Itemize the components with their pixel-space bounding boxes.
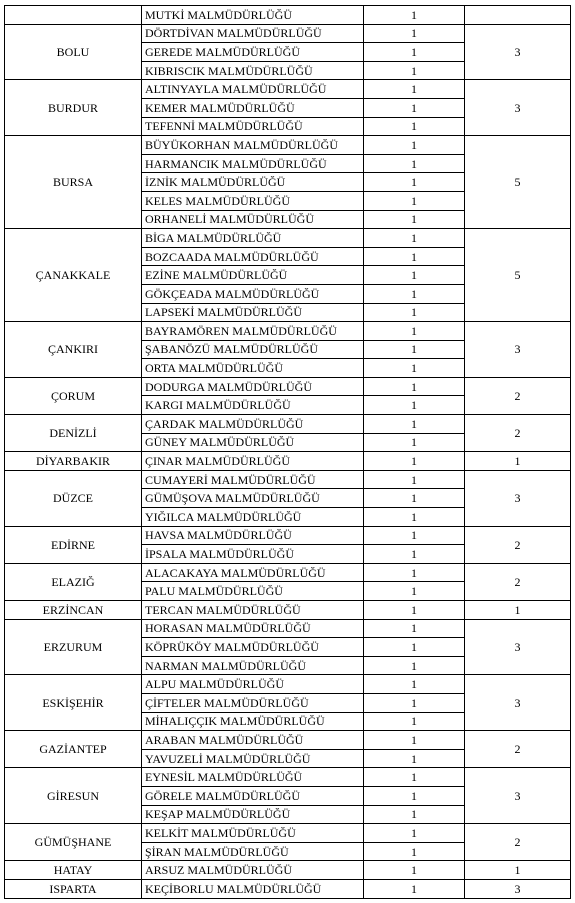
office-cell: ŞABANÖZÜ MALMÜDÜRLÜĞÜ: [142, 340, 364, 359]
office-cell: KEŞAP MALMÜDÜRLÜĞÜ: [142, 805, 364, 824]
count-cell: 1: [364, 470, 465, 489]
province-cell: GÜMÜŞHANE: [5, 824, 142, 861]
office-cell: GÖRELE MALMÜDÜRLÜĞÜ: [142, 786, 364, 805]
office-cell: DODURGA MALMÜDÜRLÜĞÜ: [142, 377, 364, 396]
office-cell: EZİNE MALMÜDÜRLÜĞÜ: [142, 266, 364, 285]
count-cell: 1: [364, 582, 465, 601]
total-cell: 2: [465, 563, 571, 600]
office-cell: HORASAN MALMÜDÜRLÜĞÜ: [142, 619, 364, 638]
count-cell: 1: [364, 508, 465, 527]
count-cell: 1: [364, 359, 465, 378]
table-row: [5, 229, 571, 248]
province-cell: BURSA: [5, 136, 142, 229]
office-cell: ALTINYAYLA MALMÜDÜRLÜĞÜ: [142, 80, 364, 99]
office-cell: ŞİRAN MALMÜDÜRLÜĞÜ: [142, 842, 364, 861]
office-cell: LAPSEKİ MALMÜDÜRLÜĞÜ: [142, 303, 364, 322]
office-cell: BAYRAMÖREN MALMÜDÜRLÜĞÜ: [142, 322, 364, 341]
office-cell: EYNESİL MALMÜDÜRLÜĞÜ: [142, 768, 364, 787]
office-cell: ORTA MALMÜDÜRLÜĞÜ: [142, 359, 364, 378]
count-cell: 1: [364, 879, 465, 898]
office-cell: GÜNEY MALMÜDÜRLÜĞÜ: [142, 433, 364, 452]
province-cell: GAZİANTEP: [5, 731, 142, 768]
count-cell: 1: [364, 526, 465, 545]
office-cell: ÇINAR MALMÜDÜRLÜĞÜ: [142, 452, 364, 471]
count-cell: 1: [364, 563, 465, 582]
office-cell: CUMAYERİ MALMÜDÜRLÜĞÜ: [142, 470, 364, 489]
office-cell: GÜMÜŞOVA MALMÜDÜRLÜĞÜ: [142, 489, 364, 508]
total-cell: 2: [465, 731, 571, 768]
count-cell: 1: [364, 377, 465, 396]
count-cell: 1: [364, 861, 465, 880]
count-cell: 1: [364, 80, 465, 99]
table-row: [5, 768, 571, 787]
province-cell: DÜZCE: [5, 470, 142, 526]
province-cell: ÇANAKKALE: [5, 229, 142, 322]
office-cell: İZNİK MALMÜDÜRLÜĞÜ: [142, 173, 364, 192]
total-cell: 1: [465, 861, 571, 880]
province-cell: ERZİNCAN: [5, 601, 142, 620]
office-cell: TERCAN MALMÜDÜRLÜĞÜ: [142, 601, 364, 620]
count-cell: 1: [364, 712, 465, 731]
office-cell: GÖKÇEADA MALMÜDÜRLÜĞÜ: [142, 284, 364, 303]
total-cell: 5: [465, 136, 571, 229]
count-cell: 1: [364, 191, 465, 210]
count-cell: 1: [364, 98, 465, 117]
office-cell: İPSALA MALMÜDÜRLÜĞÜ: [142, 545, 364, 564]
table-row: [5, 563, 571, 582]
total-cell: 3: [465, 80, 571, 136]
province-cell: BURDUR: [5, 80, 142, 136]
total-cell: 3: [465, 675, 571, 731]
count-cell: 1: [364, 117, 465, 136]
province-cell: ERZURUM: [5, 619, 142, 675]
table-row: [5, 24, 571, 43]
total-cell: 2: [465, 415, 571, 452]
province-cell: ISPARTA: [5, 879, 142, 898]
table-row: [5, 377, 571, 396]
office-cell: YIĞILCA MALMÜDÜRLÜĞÜ: [142, 508, 364, 527]
table-row: [5, 879, 571, 898]
office-cell: MUTKİ MALMÜDÜRLÜĞÜ: [142, 6, 364, 25]
table-row: [5, 619, 571, 638]
province-cell: ELAZIĞ: [5, 563, 142, 600]
total-cell: 5: [465, 229, 571, 322]
office-cell: NARMAN MALMÜDÜRLÜĞÜ: [142, 656, 364, 675]
office-cell: KELKİT MALMÜDÜRLÜĞÜ: [142, 824, 364, 843]
count-cell: 1: [364, 247, 465, 266]
table-row: [5, 731, 571, 750]
count-cell: 1: [364, 396, 465, 415]
office-cell: PALU MALMÜDÜRLÜĞÜ: [142, 582, 364, 601]
office-cell: BOZCAADA MALMÜDÜRLÜĞÜ: [142, 247, 364, 266]
count-cell: 1: [364, 266, 465, 285]
count-cell: 1: [364, 656, 465, 675]
total-cell: 3: [465, 24, 571, 80]
count-cell: 1: [364, 43, 465, 62]
province-cell: EDİRNE: [5, 526, 142, 563]
count-cell: 1: [364, 842, 465, 861]
total-cell: [465, 6, 571, 25]
count-cell: 1: [364, 601, 465, 620]
province-cell: [5, 6, 142, 25]
table-row: [5, 824, 571, 843]
total-cell: 3: [465, 322, 571, 378]
office-cell: ARSUZ MALMÜDÜRLÜĞÜ: [142, 861, 364, 880]
count-cell: 1: [364, 210, 465, 229]
count-cell: 1: [364, 173, 465, 192]
office-cell: KIBRISCIK MALMÜDÜRLÜĞÜ: [142, 61, 364, 80]
count-cell: 1: [364, 340, 465, 359]
count-cell: 1: [364, 415, 465, 434]
province-cell: DİYARBAKIR: [5, 452, 142, 471]
total-cell: 2: [465, 824, 571, 861]
province-cell: ESKİŞEHİR: [5, 675, 142, 731]
count-cell: 1: [364, 154, 465, 173]
count-cell: 1: [364, 322, 465, 341]
office-cell: YAVUZELİ MALMÜDÜRLÜĞÜ: [142, 749, 364, 768]
table-body: [5, 6, 571, 899]
table-row: [5, 136, 571, 155]
count-cell: 1: [364, 61, 465, 80]
province-cell: BOLU: [5, 24, 142, 80]
total-cell: 3: [465, 768, 571, 824]
count-cell: 1: [364, 638, 465, 657]
count-cell: 1: [364, 693, 465, 712]
total-cell: 2: [465, 377, 571, 414]
count-cell: 1: [364, 786, 465, 805]
count-cell: 1: [364, 24, 465, 43]
office-cell: KEMER MALMÜDÜRLÜĞÜ: [142, 98, 364, 117]
office-cell: ÇARDAK MALMÜDÜRLÜĞÜ: [142, 415, 364, 434]
count-cell: 1: [364, 229, 465, 248]
count-cell: 1: [364, 136, 465, 155]
office-cell: KEÇİBORLU MALMÜDÜRLÜĞÜ: [142, 879, 364, 898]
office-cell: ARABAN MALMÜDÜRLÜĞÜ: [142, 731, 364, 750]
province-cell: ÇORUM: [5, 377, 142, 414]
office-cell: BÜYÜKORHAN MALMÜDÜRLÜĞÜ: [142, 136, 364, 155]
total-cell: 3: [465, 470, 571, 526]
count-cell: 1: [364, 675, 465, 694]
total-cell: 3: [465, 619, 571, 675]
province-cell: HATAY: [5, 861, 142, 880]
province-cell: ÇANKIRI: [5, 322, 142, 378]
table-row: [5, 675, 571, 694]
total-cell: 2: [465, 526, 571, 563]
count-cell: 1: [364, 749, 465, 768]
count-cell: 1: [364, 489, 465, 508]
office-cell: GEREDE MALMÜDÜRLÜĞÜ: [142, 43, 364, 62]
office-distribution-table: [4, 5, 571, 899]
count-cell: 1: [364, 284, 465, 303]
office-cell: HAVSA MALMÜDÜRLÜĞÜ: [142, 526, 364, 545]
office-cell: KÖPRÜKÖY MALMÜDÜRLÜĞÜ: [142, 638, 364, 657]
table-row: [5, 861, 571, 880]
office-cell: BİGA MALMÜDÜRLÜĞÜ: [142, 229, 364, 248]
table-row: [5, 452, 571, 471]
table-row: [5, 6, 571, 25]
table-row: [5, 526, 571, 545]
count-cell: 1: [364, 545, 465, 564]
count-cell: 1: [364, 303, 465, 322]
table-row: [5, 80, 571, 99]
count-cell: 1: [364, 6, 465, 25]
office-cell: ORHANELİ MALMÜDÜRLÜĞÜ: [142, 210, 364, 229]
table-row: [5, 322, 571, 341]
office-cell: KARGI MALMÜDÜRLÜĞÜ: [142, 396, 364, 415]
province-cell: DENİZLİ: [5, 415, 142, 452]
table-row: [5, 470, 571, 489]
count-cell: 1: [364, 433, 465, 452]
table-row: [5, 415, 571, 434]
office-cell: ÇİFTELER MALMÜDÜRLÜĞÜ: [142, 693, 364, 712]
office-cell: TEFENNİ MALMÜDÜRLÜĞÜ: [142, 117, 364, 136]
office-cell: ALACAKAYA MALMÜDÜRLÜĞÜ: [142, 563, 364, 582]
count-cell: 1: [364, 452, 465, 471]
total-cell: 3: [465, 879, 571, 898]
total-cell: 1: [465, 601, 571, 620]
office-cell: MİHALIÇÇIK MALMÜDÜRLÜĞÜ: [142, 712, 364, 731]
total-cell: 1: [465, 452, 571, 471]
office-cell: HARMANCIK MALMÜDÜRLÜĞÜ: [142, 154, 364, 173]
count-cell: 1: [364, 824, 465, 843]
count-cell: 1: [364, 731, 465, 750]
count-cell: 1: [364, 619, 465, 638]
province-cell: GİRESUN: [5, 768, 142, 824]
office-cell: ALPU MALMÜDÜRLÜĞÜ: [142, 675, 364, 694]
count-cell: 1: [364, 805, 465, 824]
count-cell: 1: [364, 768, 465, 787]
office-cell: DÖRTDİVAN MALMÜDÜRLÜĞÜ: [142, 24, 364, 43]
table-row: [5, 601, 571, 620]
office-cell: KELES MALMÜDÜRLÜĞÜ: [142, 191, 364, 210]
